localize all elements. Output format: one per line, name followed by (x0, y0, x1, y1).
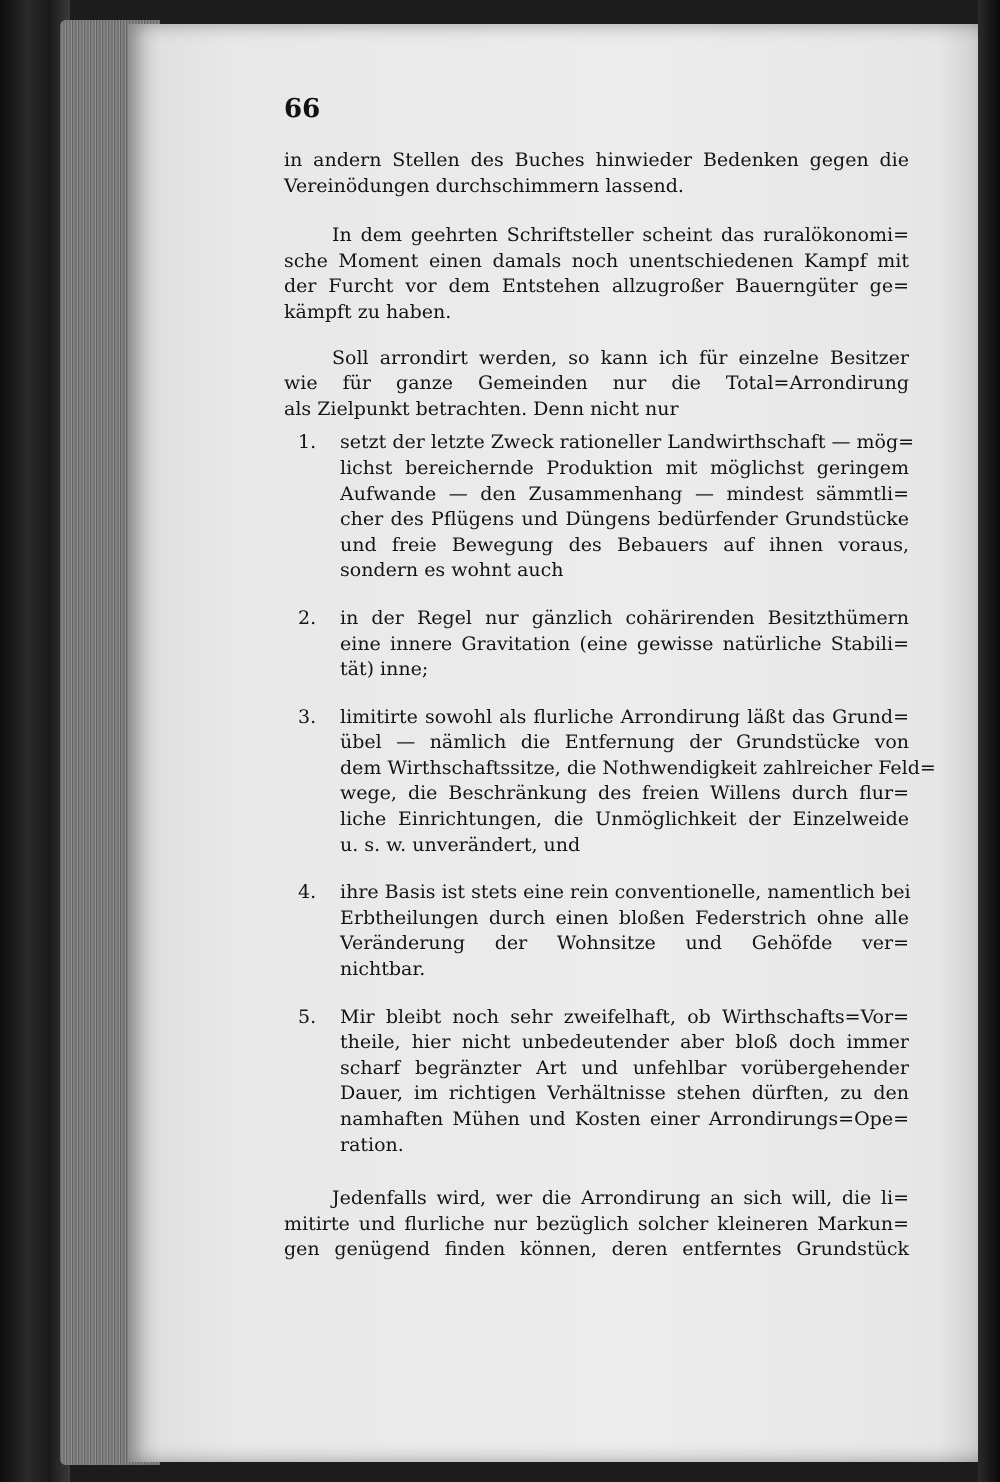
text-line: setzt der letzte Zweck rationeller Landwirthschaft — mög= (340, 431, 915, 454)
text-line: scharf begränzter Art und unfehlbar vorübergehender (340, 1056, 909, 1079)
text-line: Dauer, im richtigen Verhältnisse stehen dürften, zu den (340, 1082, 909, 1105)
text-line: als Zielpunkt betrachten. Denn nicht nur (284, 397, 679, 420)
text-line: u. s. w. unverändert, und (340, 833, 581, 856)
text-line: wege, die Beschränkung des freien Willens durch flur= (340, 782, 909, 805)
text-line: gen genügend finden können, deren entferntes Grundstück (284, 1238, 909, 1261)
text-line: Jedenfalls wird, wer die Arrondirung an sich will, die li= (332, 1187, 909, 1210)
text-line: ration. (340, 1133, 404, 1156)
page-body (284, 148, 936, 1263)
text-line: dem Wirthschaftssitze, die Nothwendigkeit zahlreicher Feld= (340, 756, 936, 779)
text-line: Aufwande — den Zusammenhang — mindest sämmtli= (340, 482, 909, 505)
text-line: sche Moment einen damals noch unentschiedenen Kampf mit (284, 249, 909, 272)
text-line: sondern es wohnt auch (340, 559, 564, 582)
text-line: der Furcht vor dem Entstehen allzugroßer Bauerngüter ge= (284, 275, 909, 298)
list-item (284, 606, 909, 683)
text-line: ihre Basis ist stets eine rein conventionelle, namentlich bei (340, 881, 911, 904)
paragraph-arrondirung (284, 346, 909, 423)
text-line: mitirte und flurliche nur bezüglich solcher kleineren Markun= (284, 1212, 909, 1235)
text-line: Veränderung der Wohnsitze und Gehöfde ver= (340, 932, 909, 955)
text-line: kämpft zu haben. (284, 300, 452, 323)
list-item (284, 880, 909, 982)
list-number: 5. (298, 1005, 317, 1028)
list-item (284, 1005, 909, 1159)
text-line: in der Regel nur gänzlich cohärirenden Besitzthümern (340, 606, 909, 629)
text-line: cher des Pflügens und Düngens bedürfender Grundstücke (340, 508, 909, 531)
text-line: in andern Stellen des Buches hinwieder Bedenken gegen die (284, 149, 909, 171)
text-line: eine innere Gravitation (eine gewisse natürliche Stabili= (340, 632, 909, 655)
text-line: Vereinödungen durchschimmern lassend. (284, 174, 684, 197)
text-line: Mir bleibt noch sehr zweifelhaft, ob Wirthschafts=Vor= (340, 1005, 909, 1028)
text-line: theile, hier nicht unbedeutender aber bloß doch immer (340, 1031, 909, 1054)
final-paragraph (284, 1186, 909, 1263)
list-number: 1. (298, 431, 317, 454)
intro-paragraph (284, 148, 909, 199)
text-line: Erbtheilungen durch einen bloßen Federstrich ohne alle (340, 906, 909, 929)
text-line: übel — nämlich die Entfernung der Grundstücke von (340, 731, 909, 754)
paragraph-author (284, 223, 909, 325)
list-item (284, 705, 936, 859)
facing-page-edge (978, 0, 1000, 1482)
list-number: 4. (298, 881, 317, 904)
text-line: In dem geehrten Schriftsteller scheint das ruralökonomi= (332, 224, 909, 247)
text-line: Soll arrondirt werden, so kann ich für einzelne Besitzer (332, 346, 909, 369)
text-line: wie für ganze Gemeinden nur die Total=Arrondirung (284, 372, 909, 395)
text-line: tät) inne; (340, 658, 429, 681)
text-line: limitirte sowohl als flurliche Arrondirung läßt das Grund= (340, 705, 909, 728)
text-line: liche Einrichtungen, die Unmöglichkeit der Einzelweide (340, 808, 909, 831)
text-line: nichtbar. (340, 958, 426, 981)
list-item (284, 430, 915, 584)
text-line: und freie Bewegung des Bebauers auf ihnen voraus, (340, 533, 909, 556)
list-number: 3. (298, 705, 317, 728)
text-line: namhaften Mühen und Kosten einer Arrondirungs=Ope= (340, 1108, 909, 1130)
text-line: lichst bereichernde Produktion mit möglichst geringem (340, 456, 909, 479)
page-number: 66 (284, 94, 321, 124)
list-number: 2. (298, 606, 317, 629)
